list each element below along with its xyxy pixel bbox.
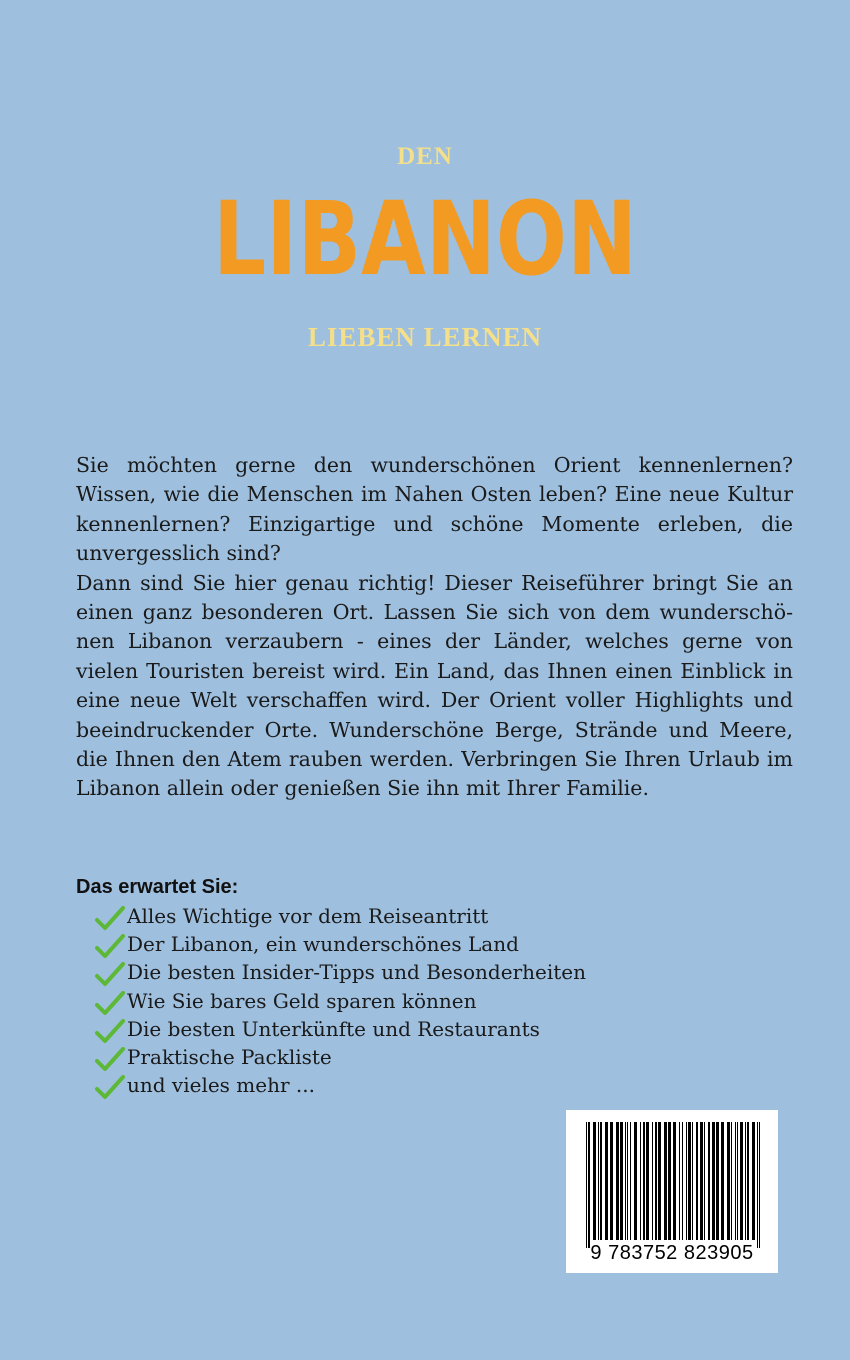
list-item bbox=[95, 1015, 586, 1043]
barcode-bar bbox=[643, 1122, 645, 1240]
checkmark-icon bbox=[95, 906, 125, 932]
list-item bbox=[95, 1071, 586, 1099]
barcode-bar bbox=[737, 1122, 738, 1240]
cover-title-sub: LIEBEN LERNEN bbox=[307, 322, 543, 352]
barcode-bar bbox=[712, 1122, 715, 1240]
checkmark-icon bbox=[95, 934, 125, 960]
barcode-bar bbox=[610, 1122, 613, 1240]
list-item-label: Wie Sie bares Geld sparen können bbox=[127, 988, 477, 1013]
barcode-bar bbox=[658, 1122, 661, 1240]
barcode-bar bbox=[721, 1122, 724, 1240]
barcode-bar bbox=[634, 1122, 637, 1240]
barcode-bar bbox=[759, 1122, 760, 1248]
barcode-bar bbox=[704, 1122, 705, 1240]
barcode-bar bbox=[627, 1122, 628, 1240]
barcode-bar bbox=[630, 1122, 631, 1240]
list-item-label: Praktische Packliste bbox=[127, 1044, 332, 1069]
barcode-bar bbox=[688, 1122, 691, 1240]
list-item-label: Die besten Unterkünfte und Restaurants bbox=[127, 1016, 540, 1041]
isbn-barcode bbox=[566, 1110, 778, 1273]
blurb-paragraph-2: Dann sind Sie hier genau richtig! Dieser Reiseführer bringt Sie an einen ganz besonderen Ort. Lassen Sie sich von dem wunderschönen Libanon verzaubern - eines der Länder, welches gerne von vielen Touristen bereist wird. Ein Land, das Ihnen einen Einblick in eine neue Welt verschaffen wird. Der Orient voller Highlights und beeindruckender Orte. Wunderschöne Berge, Strände und Meere, die Ihnen den Atem rauben werden. Verbringen Sie Ihren Urlaub im Libanon allein oder genießen Sie ihn mit Ihrer Familie. bbox=[76, 570, 793, 801]
barcode-bar bbox=[692, 1122, 693, 1240]
isbn-number: 9 783752 823905 bbox=[590, 1242, 754, 1264]
checkmark-icon bbox=[95, 1019, 125, 1045]
barcode-bar bbox=[716, 1122, 719, 1240]
barcode-bar bbox=[646, 1122, 649, 1240]
barcode-bar bbox=[598, 1122, 599, 1240]
barcode-bar bbox=[747, 1122, 749, 1240]
list-item bbox=[95, 958, 586, 986]
list-item bbox=[95, 902, 586, 930]
barcode-bar bbox=[655, 1122, 657, 1240]
barcode-bar bbox=[605, 1122, 608, 1240]
barcode-bar bbox=[620, 1122, 623, 1240]
features-heading: Das erwartet Sie: bbox=[76, 876, 239, 898]
blurb-paragraph-1: Sie möchten gerne den wunderschönen Orient kennenlernen? Wissen, wie die Menschen im Nahen Osten leben? Eine neue Kultur kennenlernen? Einzigartige und schöne Momente erleben, die unvergesslich sind? bbox=[76, 453, 793, 566]
barcode-bar bbox=[696, 1122, 698, 1240]
list-item bbox=[95, 930, 586, 958]
barcode-bar bbox=[735, 1122, 736, 1240]
barcode-bar bbox=[757, 1122, 758, 1248]
barcode-bar bbox=[664, 1122, 667, 1240]
list-item-label: Die besten Insider-Tipps und Besonderheiten bbox=[127, 960, 586, 985]
barcode-bar bbox=[625, 1122, 626, 1240]
barcode-bar bbox=[686, 1122, 687, 1240]
barcode-bar bbox=[679, 1122, 680, 1240]
barcode-bar bbox=[593, 1122, 596, 1240]
list-item bbox=[95, 1043, 586, 1071]
barcode-bar bbox=[731, 1122, 732, 1240]
checkmark-icon bbox=[95, 991, 125, 1017]
list-item-label: Der Libanon, ein wunderschönes Land bbox=[127, 932, 519, 957]
barcode-bar bbox=[752, 1122, 755, 1240]
barcode-bar bbox=[708, 1122, 710, 1240]
features-list bbox=[95, 902, 586, 1099]
checkmark-icon bbox=[95, 1075, 125, 1101]
barcode-bar bbox=[727, 1122, 730, 1240]
checkmark-icon bbox=[95, 1047, 125, 1073]
barcode-bar bbox=[740, 1122, 743, 1240]
barcode-bar bbox=[682, 1122, 683, 1240]
barcode-bar bbox=[640, 1122, 641, 1240]
barcode-bar bbox=[600, 1122, 602, 1240]
cover-title-main: LIBANON bbox=[212, 180, 637, 299]
barcode-bar bbox=[588, 1122, 590, 1248]
barcode-bar bbox=[700, 1122, 703, 1240]
barcode-bar bbox=[586, 1122, 587, 1248]
barcode-bar bbox=[668, 1122, 671, 1240]
checkmark-icon bbox=[95, 962, 125, 988]
list-item-label: und vieles mehr ... bbox=[127, 1073, 315, 1098]
barcode-bar bbox=[673, 1122, 676, 1240]
list-item bbox=[95, 987, 586, 1015]
barcode-bar bbox=[616, 1122, 619, 1240]
barcode-bar bbox=[745, 1122, 746, 1240]
list-item-label: Alles Wichtige vor dem Reiseantritt bbox=[127, 904, 489, 928]
book-blurb bbox=[76, 451, 793, 804]
cover-title-top: DEN bbox=[397, 143, 453, 170]
barcode-bar bbox=[652, 1122, 653, 1240]
